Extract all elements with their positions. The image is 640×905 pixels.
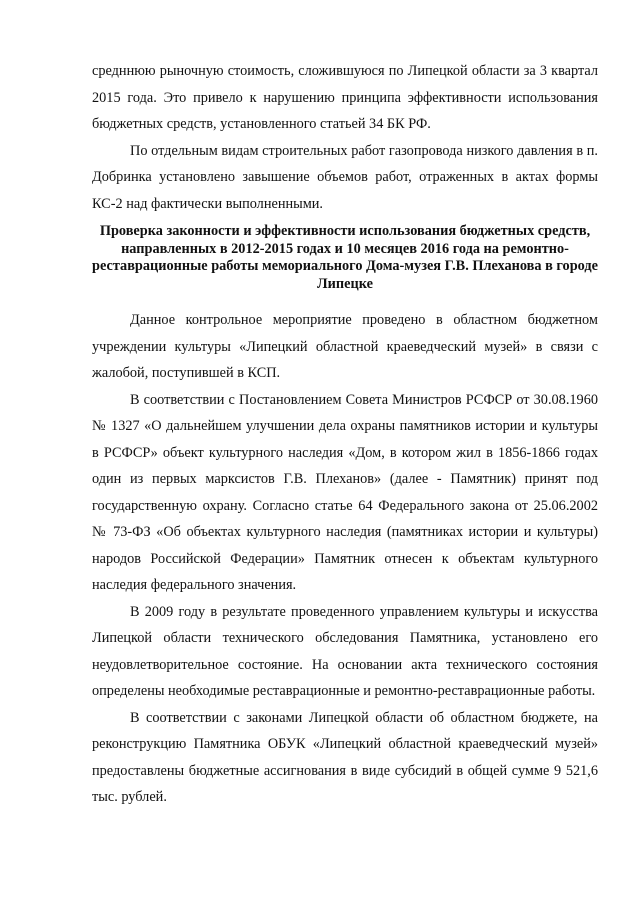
paragraph-gas-pipeline: По отдельным видам строительных работ газопровода низкого давления в п. Добринка установлено завышение объемов работ, отраженных в актах формы КС-2 над фактически выполненными.: [92, 142, 598, 212]
paragraph-inspection-2009: В 2009 году в результате проведенного управлением культуры и искусства Липецкой области технического обследования Памятника, установлено его неудовлетворительное состояние. На основании акта технического состояния определены необходимые реставрационные и ремонтно-реставрационные работы.: [92, 603, 598, 699]
section-heading: Проверка законности и эффективности использования бюджетных средств, направленных в 2012-2015 годах и 10 месяцев 2016 года на ремонтно-реставрационные работы мемориального Дома-музея Г.В. Плеханова в городе Липецке: [92, 223, 598, 292]
paragraph-control-measure: Данное контрольное мероприятие проведено в областном бюджетном учреждении культуры «Липецкий областной краеведческий музей» в связи с жалобой, поступившей в КСП.: [92, 312, 598, 381]
paragraph-market-value: средннюю рыночную стоимость, сложившуюся по Липецкой области за 3 квартал 2015 года. Это привело к нарушению принципа эффективности использования бюджетных средств, установленного статьей 34 БК РФ.: [92, 63, 598, 132]
paragraph-budget-allocation: В соответствии с законами Липецкой области об областном бюджете, на реконструкцию Памятника ОБУК «Липецкий областной краеведческий музей» предоставлены бюджетные ассигнования в виде субсидий в общей сумме 9 521,6 тыс. рублей.: [92, 709, 598, 805]
document-page: [92, 58, 598, 811]
paragraph-resolution: В соответствии с Постановлением Совета Министров РСФСР от 30.08.1960 № 1327 «О дальнейшем улучшении дела охраны памятников истории и культуры в РСФСР» объект культурного наследия «Дом, в котором жил в 1856-1866 годах один из первых марксистов Г.В. Плеханов» (далее - Памятник) принят под государственную охрану. Согласно статье 64 Федерального закона от 25.06.2002 № 73-ФЗ «Об объектах культурного наследия (памятниках истории и культуры) народов Российской Федерации» Памятник отнесен к объектам культурного наследия федерального значения.: [92, 391, 598, 593]
